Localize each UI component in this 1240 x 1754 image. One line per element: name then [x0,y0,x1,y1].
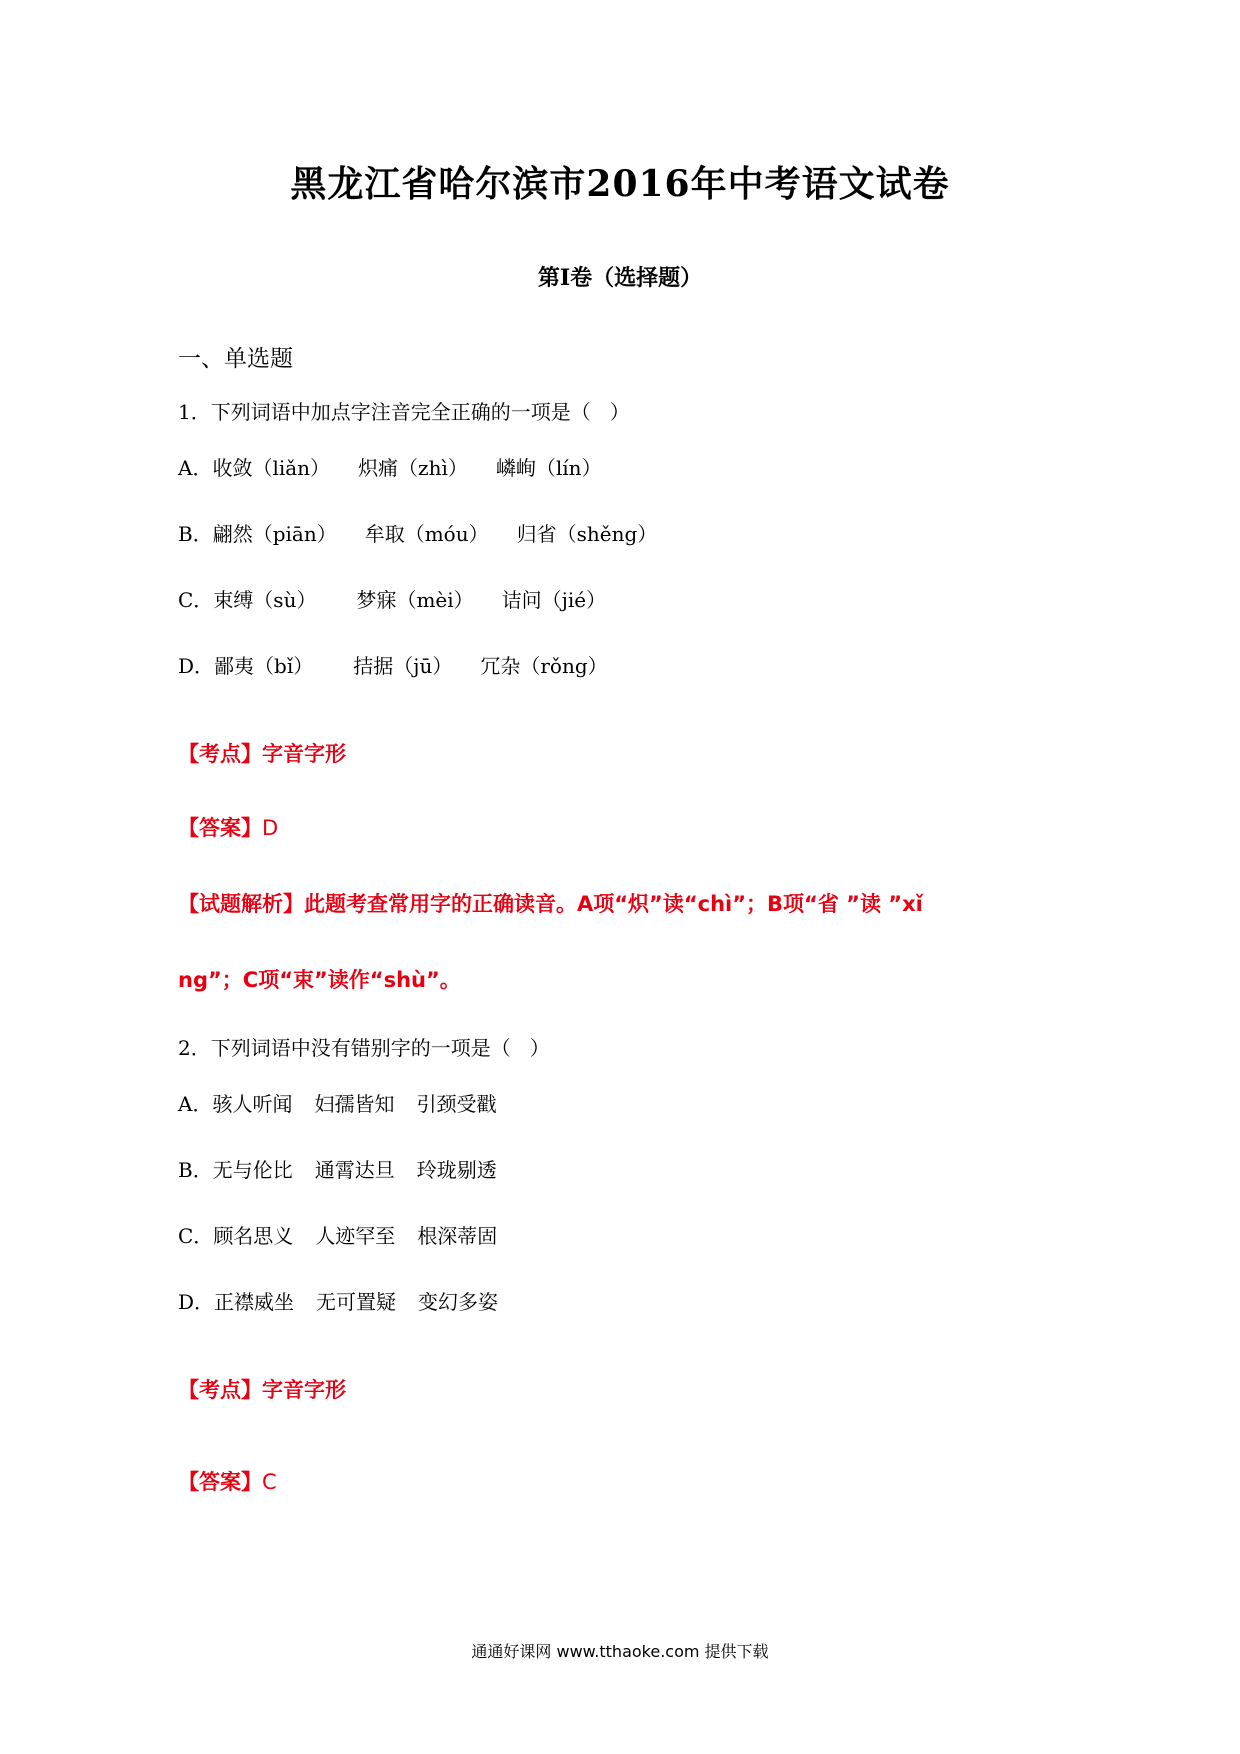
option-item: 炽痛（zhì） [358,456,468,480]
option-item: 变幻多姿 [418,1290,499,1314]
option-item: 玲珑剔透 [416,1158,497,1182]
option-label: C． [178,1224,214,1248]
page-footer: 通通好课网 www.tthaoke.com 提供下载 [471,1642,769,1661]
option-item: 归省（shěng） [516,522,658,546]
kaodian-value: 字音字形 [262,1378,346,1402]
q1-answer [178,812,278,844]
analysis-text: 此题考查常用字的正确读音。A项“炽”读“chì”；B项“省 ”读 ”xǐ [304,892,923,916]
option-item: 顾名思义 [213,1224,294,1248]
option-item: 冗杂（rǒng） [480,654,608,678]
option-item: 根深蒂固 [417,1224,498,1248]
option-label: C． [178,588,214,612]
section-heading: 一、单选题 [178,346,293,372]
option-item: 引颈受戳 [416,1092,497,1116]
option-item: 骇人听闻 [212,1092,293,1116]
question-1-stem: 1．下列词语中加点字注音完全正确的一项是（ ） [178,400,630,424]
option-item: 正襟威坐 [214,1290,295,1314]
question-2-stem: 2．下列词语中没有错别字的一项是（ ） [178,1036,550,1060]
option-label: D． [178,1290,215,1314]
option-label: D． [178,654,215,678]
option-item: 嶙峋（lín） [495,456,602,480]
option-item: 收敛（liǎn） [212,456,331,480]
kaodian-label: 【考点】 [178,1378,262,1402]
option-item: 妇孺皆知 [314,1092,395,1116]
q2-option-d [178,1286,498,1318]
option-label: A． [178,456,213,480]
option-item: 拮据（jū） [353,654,453,678]
kaodian-label: 【考点】 [178,742,262,766]
option-item: 诘问（jié） [501,588,607,612]
option-item: 无可置疑 [316,1290,397,1314]
option-item: 鄙夷（bǐ） [214,654,314,678]
q1-option-b [178,518,657,550]
option-item: 通霄达旦 [314,1158,395,1182]
kaodian-value: 字音字形 [262,742,346,766]
q1-analysis-line-2 [178,964,461,996]
volume-title: 第I卷（选择题） [537,265,703,291]
q1-option-c [178,584,606,616]
option-item: 梦寐（mèi） [356,588,474,612]
q1-option-a [178,452,602,484]
answer-value: D [262,816,279,840]
option-label: B． [178,522,213,546]
q2-option-a [178,1088,496,1120]
answer-label: 【答案】 [178,816,262,840]
q1-kaodian [178,738,346,770]
analysis-label: 【试题解析】 [178,892,304,916]
option-label: B． [178,1158,213,1182]
option-item: 人迹罕至 [315,1224,396,1248]
q2-answer [178,1466,277,1498]
q2-kaodian [178,1374,346,1406]
answer-label: 【答案】 [178,1470,262,1494]
option-item: 束缚（sù） [213,588,317,612]
analysis-text: ng”；C项“束”读作“shù”。 [178,968,461,992]
option-item: 翩然（piān） [212,522,337,546]
q1-analysis-line-1 [178,888,923,920]
option-label: A． [178,1092,213,1116]
answer-value: C [262,1470,277,1494]
page-title: 黑龙江省哈尔滨市2016年中考语文试卷 [290,163,950,205]
option-item: 牟取（móu） [364,522,489,546]
q2-option-c [178,1220,497,1252]
option-item: 无与伦比 [212,1158,293,1182]
q2-option-b [178,1154,497,1186]
q1-option-d [178,650,608,682]
